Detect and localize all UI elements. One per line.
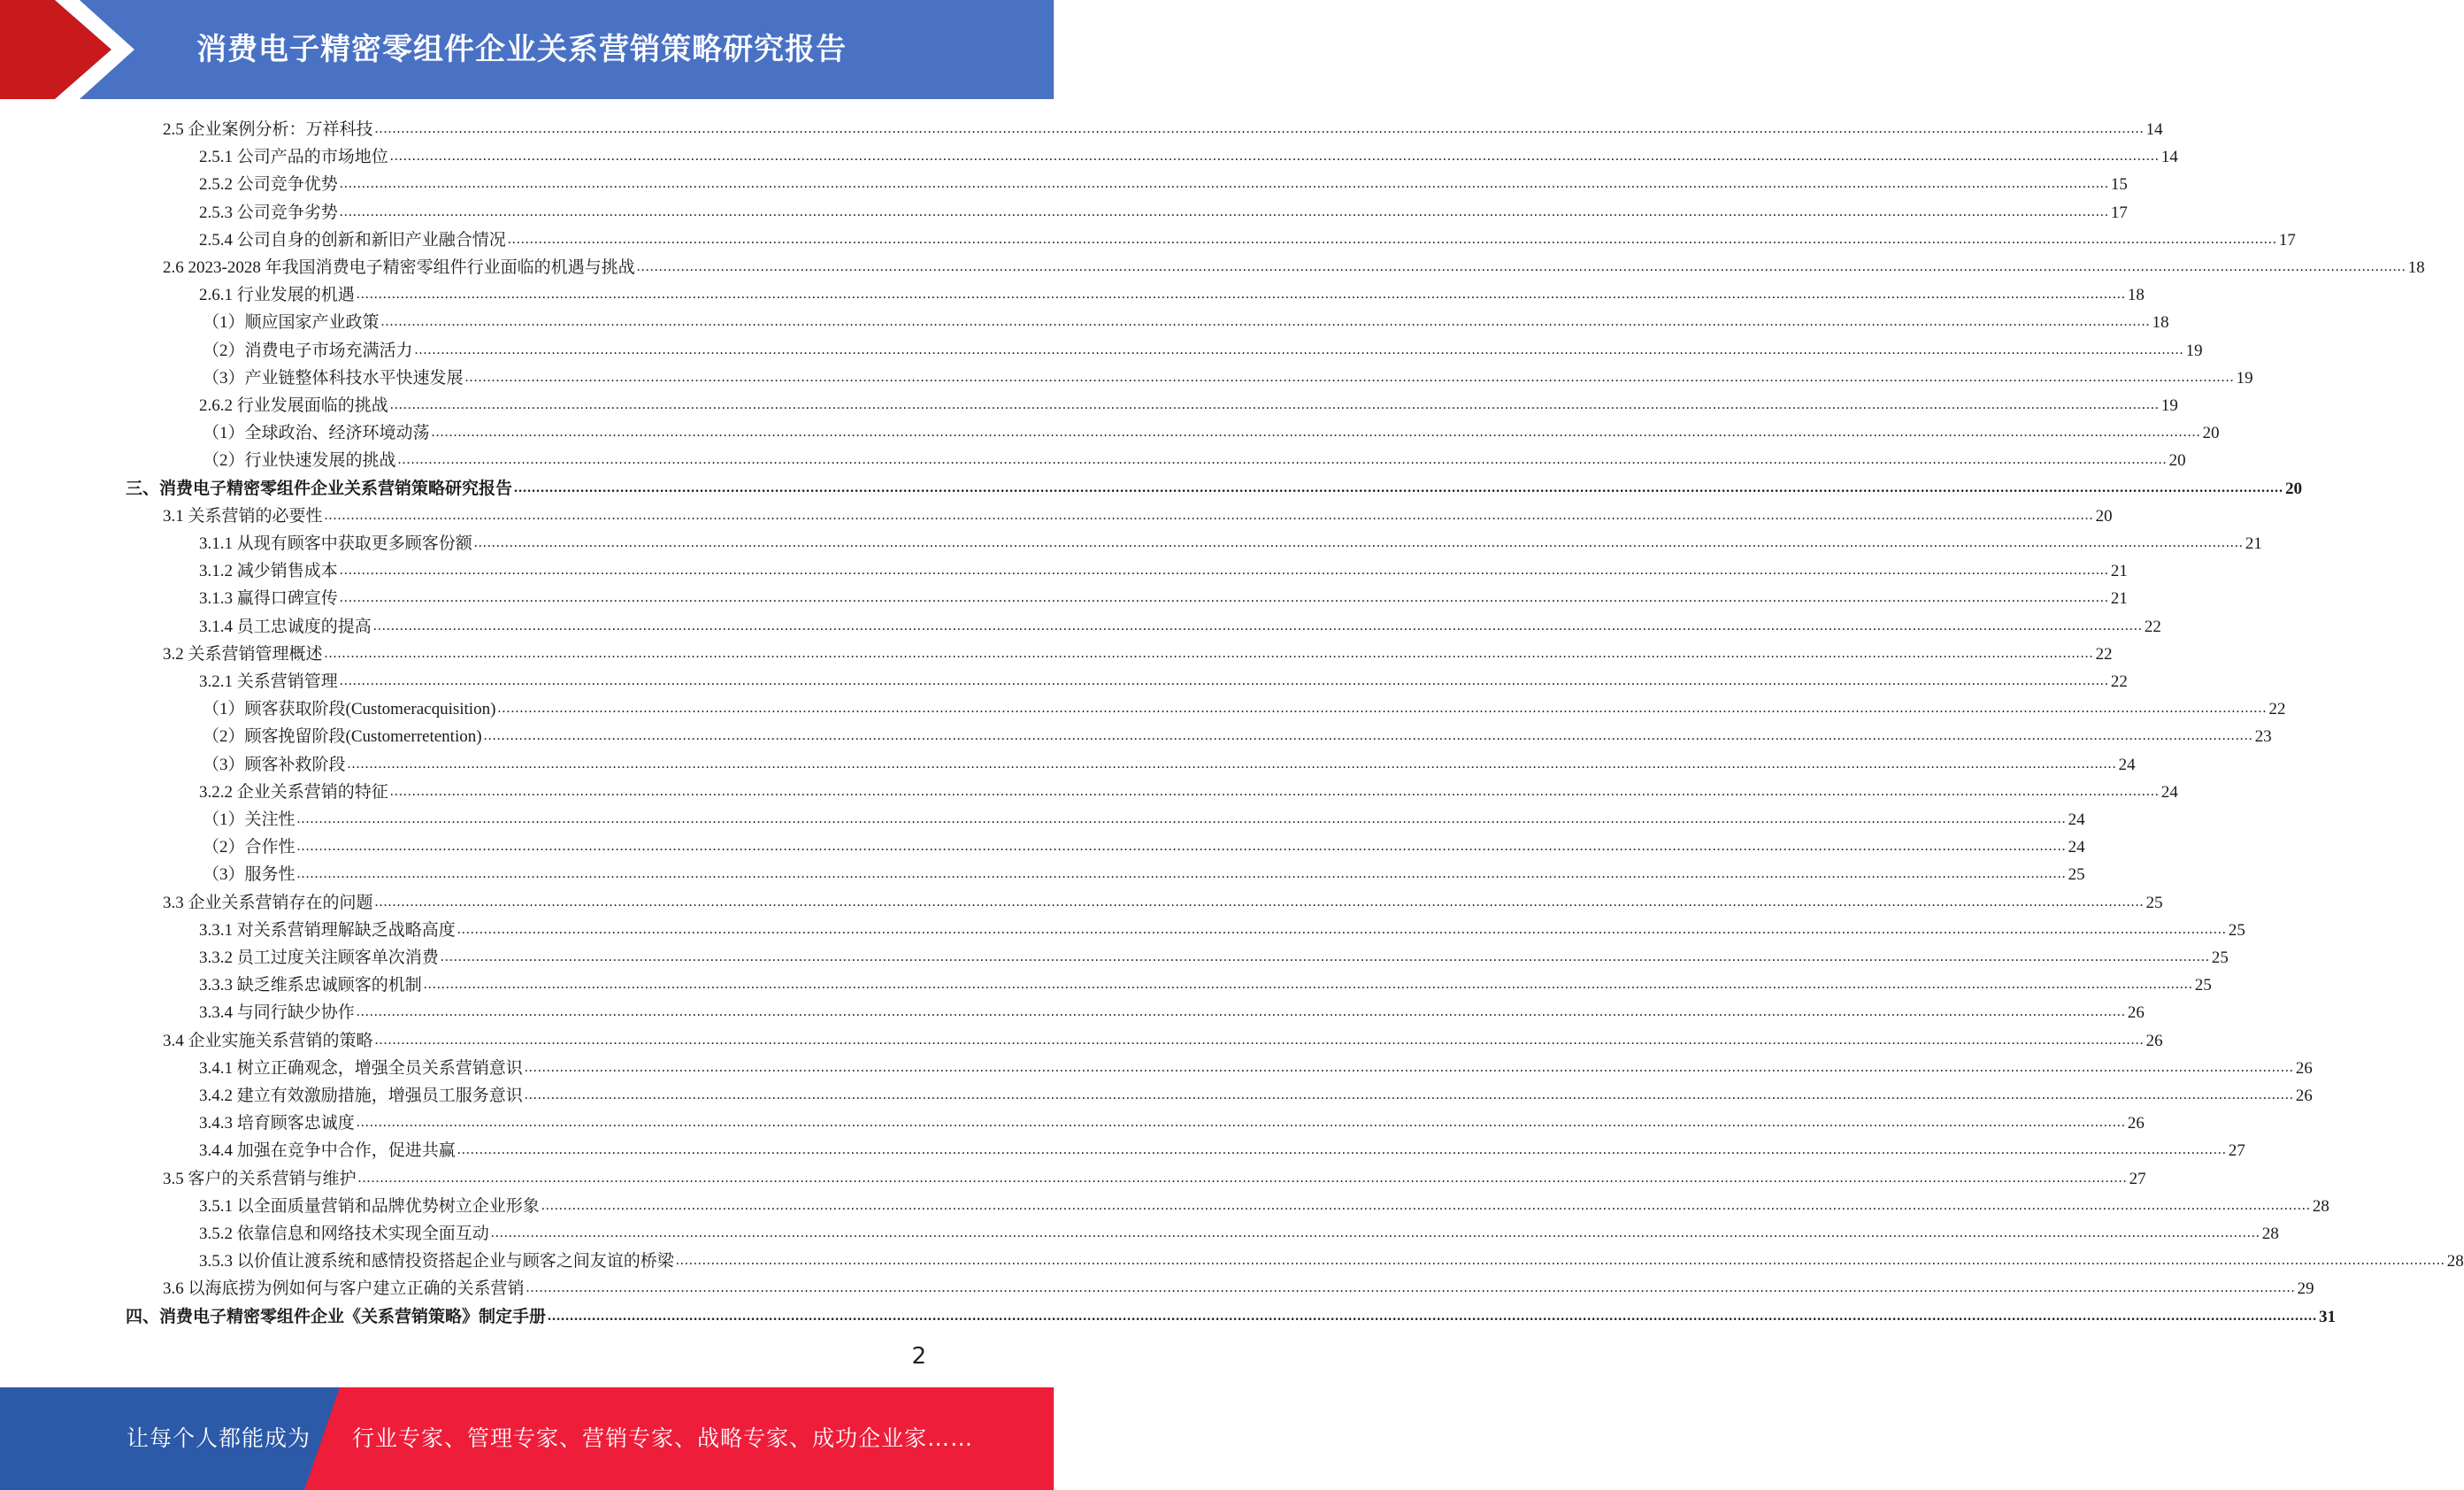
toc-entry-title: （3）顾客补救阶段 bbox=[203, 755, 346, 774]
toc-entry-title: 3.3 企业关系营销存在的问题 bbox=[163, 893, 373, 912]
toc-dot-leader: ................................................................................................................................................................................................................................................................................................................................................................................................................ bbox=[339, 590, 2109, 606]
toc-entry-title: 3.4.4 加强在竞争中合作，促进共赢 bbox=[199, 1141, 456, 1161]
toc-entry[interactable] bbox=[203, 305, 2169, 333]
toc-entry[interactable] bbox=[203, 334, 2203, 361]
toc-dot-leader: ................................................................................................................................................................................................................................................................................................................................................................................................................ bbox=[636, 259, 2406, 274]
toc-entry[interactable] bbox=[199, 968, 2212, 995]
toc-entry-title: 三、消费电子精密零组件企业关系营销策略研究报告 bbox=[126, 479, 513, 498]
report-title: 消费电子精密零组件企业关系营销策略研究报告 bbox=[196, 32, 847, 67]
toc-entry-page: 24 bbox=[2161, 782, 2178, 802]
toc-entry[interactable] bbox=[163, 637, 2113, 664]
toc-dot-leader: ................................................................................................................................................................................................................................................................................................................................................................................................................ bbox=[339, 673, 2109, 688]
toc-entry[interactable] bbox=[199, 995, 2145, 1023]
toc-dot-leader: ................................................................................................................................................................................................................................................................................................................................................................................................................ bbox=[457, 921, 2227, 937]
toc-entry-title: 3.4.2 建立有效激励措施，增强员工服务意识 bbox=[199, 1087, 523, 1105]
toc-entry-page: 22 bbox=[2110, 672, 2128, 691]
toc-entry-page: 17 bbox=[2110, 203, 2128, 222]
toc-dot-leader: ................................................................................................................................................................................................................................................................................................................................................................................................................ bbox=[356, 1115, 2126, 1131]
toc-entry-page: 20 bbox=[2095, 506, 2113, 526]
toc-entry-page: 18 bbox=[2127, 286, 2145, 305]
toc-entry-title: （2）行业快速发展的挑战 bbox=[203, 451, 396, 471]
toc-entry-title: 3.5 客户的关系营销与维护 bbox=[163, 1169, 357, 1188]
toc-entry-page: 19 bbox=[2236, 368, 2253, 388]
toc-entry-title: 2.5.4 公司自身的创新和新旧产业融合情况 bbox=[199, 230, 506, 250]
toc-entry[interactable] bbox=[199, 775, 2178, 803]
toc-entry-title: 3.3.4 与同行缺少协作 bbox=[199, 1003, 355, 1023]
toc-entry[interactable] bbox=[126, 472, 2303, 499]
toc-entry-page: 22 bbox=[2268, 700, 2286, 719]
toc-entry-page: 26 bbox=[2295, 1058, 2313, 1078]
toc-entry-title: 2.5 企业案例分析：万祥科技 bbox=[163, 120, 373, 139]
toc-entry[interactable] bbox=[199, 581, 2128, 609]
toc-entry-page: 19 bbox=[2185, 341, 2203, 360]
toc-entry[interactable] bbox=[163, 112, 2163, 140]
toc-entry-title: 3.6 以海底捞为例如何与客户建立正确的关系营销 bbox=[163, 1279, 525, 1299]
toc-entry[interactable] bbox=[203, 830, 2085, 857]
toc-entry-page: 25 bbox=[2068, 865, 2085, 885]
toc-dot-leader: ................................................................................................................................................................................................................................................................................................................................................................................................................ bbox=[296, 866, 2067, 882]
toc-dot-leader: ................................................................................................................................................................................................................................................................................................................................................................................................................ bbox=[548, 1308, 2318, 1324]
header-banner bbox=[0, 0, 1054, 99]
toc-dot-leader: ................................................................................................................................................................................................................................................................................................................................................................................................................ bbox=[356, 1004, 2126, 1020]
toc-entry-title: 2.6 2023-2028 年我国消费电子精密零组件行业面临的机遇与挑战 bbox=[163, 258, 635, 277]
toc-entry[interactable] bbox=[199, 196, 2128, 223]
toc-entry-title: 3.3.1 对关系营销理解缺乏战略高度 bbox=[199, 920, 456, 940]
toc-entry-title: （1）全球政治、经济环境动荡 bbox=[203, 424, 430, 443]
toc-dot-leader: ................................................................................................................................................................................................................................................................................................................................................................................................................ bbox=[431, 425, 2201, 441]
toc-entry-title: （3）产业链整体科技水平快速发展 bbox=[203, 368, 464, 388]
toc-dot-leader: ................................................................................................................................................................................................................................................................................................................................................................................................................ bbox=[356, 287, 2126, 303]
toc-dot-leader: ................................................................................................................................................................................................................................................................................................................................................................................................................ bbox=[524, 1087, 2294, 1102]
toc-entry[interactable] bbox=[199, 167, 2128, 195]
toc-entry-title: （2）顾客挽留阶段(Customerretention) bbox=[203, 727, 482, 747]
toc-entry[interactable] bbox=[199, 1106, 2145, 1133]
toc-entry-page: 14 bbox=[2145, 120, 2163, 139]
toc-entry-title: 3.1 关系营销的必要性 bbox=[163, 506, 323, 526]
toc-entry-page: 28 bbox=[2446, 1252, 2464, 1271]
page-number: 2 bbox=[911, 1343, 926, 1370]
toc-entry-page: 26 bbox=[2145, 1031, 2163, 1050]
toc-entry-title: 3.1.2 减少销售成本 bbox=[199, 562, 338, 581]
toc-entry[interactable] bbox=[203, 719, 2272, 747]
toc-entry-page: 24 bbox=[2118, 755, 2136, 774]
toc-dot-leader: ................................................................................................................................................................................................................................................................................................................................................................................................................ bbox=[389, 149, 2160, 165]
toc-entry[interactable] bbox=[199, 610, 2161, 637]
toc-entry-page: 21 bbox=[2110, 589, 2128, 609]
toc-entry-title: （1）顺应国家产业政策 bbox=[203, 313, 380, 333]
toc-dot-leader: ................................................................................................................................................................................................................................................................................................................................................................................................................ bbox=[296, 811, 2067, 826]
toc-entry[interactable] bbox=[199, 1133, 2245, 1161]
toc-dot-leader: ................................................................................................................................................................................................................................................................................................................................................................................................................ bbox=[440, 949, 2210, 964]
toc-dot-leader: ................................................................................................................................................................................................................................................................................................................................................................................................................ bbox=[357, 1170, 2128, 1186]
footer-banner bbox=[0, 1387, 1054, 1490]
toc-dot-leader: ................................................................................................................................................................................................................................................................................................................................................................................................................ bbox=[324, 507, 2094, 523]
toc-dot-leader: ................................................................................................................................................................................................................................................................................................................................................................................................................ bbox=[389, 783, 2160, 799]
toc-entry[interactable] bbox=[203, 692, 2286, 719]
toc-entry[interactable] bbox=[199, 1217, 2279, 1244]
toc-dot-leader: ................................................................................................................................................................................................................................................................................................................................................................................................................ bbox=[389, 397, 2160, 412]
toc-entry[interactable] bbox=[199, 223, 2296, 250]
toc-entry-title: 3.2.1 关系营销管理 bbox=[199, 672, 338, 691]
toc-entry-title: （2）消费电子市场充满活力 bbox=[203, 341, 413, 360]
toc-entry[interactable] bbox=[199, 140, 2178, 167]
toc-dot-leader: ................................................................................................................................................................................................................................................................................................................................................................................................................ bbox=[339, 176, 2109, 192]
toc-dot-leader: ................................................................................................................................................................................................................................................................................................................................................................................................................ bbox=[524, 1059, 2294, 1075]
toc-dot-leader: ................................................................................................................................................................................................................................................................................................................................................................................................................ bbox=[423, 977, 2193, 993]
toc-entry-title: 3.4.3 培育顾客忠诚度 bbox=[199, 1114, 355, 1133]
toc-dot-leader: ................................................................................................................................................................................................................................................................................................................................................................................................................ bbox=[514, 480, 2284, 495]
toc-entry[interactable] bbox=[163, 499, 2113, 526]
toc-entry-title: 3.3.2 员工过度关注顾客单次消费 bbox=[199, 949, 439, 967]
toc-entry[interactable] bbox=[203, 748, 2136, 775]
toc-entry[interactable] bbox=[163, 1024, 2163, 1051]
toc-entry-title: 2.6.2 行业发展面临的挑战 bbox=[199, 396, 388, 415]
toc-entry-page: 26 bbox=[2127, 1003, 2145, 1023]
toc-entry-title: 2.5.2 公司竞争优势 bbox=[199, 175, 338, 195]
toc-entry-page: 20 bbox=[2285, 479, 2303, 498]
footer-slogan-left: 让每个人都能成为 bbox=[127, 1425, 311, 1451]
toc-entry[interactable] bbox=[163, 250, 2425, 278]
toc-entry[interactable] bbox=[199, 278, 2145, 305]
toc-dot-leader: ................................................................................................................................................................................................................................................................................................................................................................................................................ bbox=[339, 204, 2109, 219]
toc-entry-page: 14 bbox=[2161, 148, 2178, 167]
toc-entry[interactable] bbox=[199, 1051, 2313, 1079]
toc-entry-page: 31 bbox=[2319, 1307, 2337, 1326]
toc-dot-leader: ................................................................................................................................................................................................................................................................................................................................................................................................................ bbox=[372, 618, 2143, 634]
toc-entry-page: 21 bbox=[2245, 534, 2262, 553]
toc-entry[interactable] bbox=[163, 886, 2163, 913]
toc-dot-leader: ................................................................................................................................................................................................................................................................................................................................................................................................................ bbox=[324, 645, 2094, 661]
toc-entry-page: 24 bbox=[2068, 810, 2085, 829]
toc-entry-page: 29 bbox=[2297, 1279, 2314, 1299]
toc-entry[interactable] bbox=[199, 1244, 2464, 1271]
toc-entry[interactable] bbox=[126, 1300, 2337, 1327]
toc-entry[interactable] bbox=[199, 554, 2128, 581]
toc-entry-title: （3）服务性 bbox=[203, 865, 296, 885]
toc-entry-title: （2）合作性 bbox=[203, 838, 296, 857]
toc-entry[interactable] bbox=[203, 361, 2253, 388]
toc-entry-page: 22 bbox=[2095, 644, 2113, 664]
toc-entry-title: 3.5.1 以全面质量营销和品牌优势树立企业形象 bbox=[199, 1196, 540, 1216]
toc-entry-page: 21 bbox=[2110, 562, 2128, 581]
toc-entry-title: 3.2.2 企业关系营销的特征 bbox=[199, 782, 388, 802]
toc-entry[interactable] bbox=[199, 1079, 2313, 1106]
toc-dot-leader: ................................................................................................................................................................................................................................................................................................................................................................................................................ bbox=[483, 728, 2253, 744]
toc-dot-leader: ................................................................................................................................................................................................................................................................................................................................................................................................................ bbox=[675, 1253, 2445, 1269]
toc-entry-page: 28 bbox=[2312, 1196, 2330, 1216]
toc-dot-leader: ................................................................................................................................................................................................................................................................................................................................................................................................................ bbox=[380, 314, 2151, 330]
toc-entry[interactable] bbox=[163, 1162, 2146, 1189]
toc-entry[interactable] bbox=[203, 416, 2220, 443]
toc-entry[interactable] bbox=[203, 803, 2085, 830]
toc-entry[interactable] bbox=[199, 913, 2245, 941]
toc-entry-page: 20 bbox=[2202, 424, 2220, 443]
toc-entry[interactable] bbox=[199, 526, 2262, 554]
toc-dot-leader: ................................................................................................................................................................................................................................................................................................................................................................................................................ bbox=[473, 535, 2244, 550]
toc-entry-page: 24 bbox=[2068, 838, 2085, 857]
toc-dot-leader: ................................................................................................................................................................................................................................................................................................................................................................................................................ bbox=[339, 563, 2109, 579]
toc-entry-page: 28 bbox=[2261, 1225, 2279, 1243]
toc-entry-title: 2.5.3 公司竞争劣势 bbox=[199, 203, 338, 222]
toc-entry-page: 27 bbox=[2129, 1169, 2146, 1188]
toc-dot-leader: ................................................................................................................................................................................................................................................................................................................................................................................................................ bbox=[374, 121, 2145, 136]
toc-dot-leader: ................................................................................................................................................................................................................................................................................................................................................................................................................ bbox=[507, 231, 2277, 247]
toc-entry-page: 26 bbox=[2295, 1087, 2313, 1105]
toc-entry-page: 17 bbox=[2278, 230, 2296, 250]
toc-entry-page: 25 bbox=[2211, 949, 2229, 967]
toc-entry-title: 3.1.1 从现有顾客中获取更多顾客份额 bbox=[199, 534, 472, 553]
toc-entry-page: 25 bbox=[2145, 893, 2163, 912]
toc-dot-leader: ................................................................................................................................................................................................................................................................................................................................................................................................................ bbox=[397, 452, 2168, 468]
toc-dot-leader: ................................................................................................................................................................................................................................................................................................................................................................................................................ bbox=[374, 1032, 2145, 1048]
toc-dot-leader: ................................................................................................................................................................................................................................................................................................................................................................................................................ bbox=[497, 701, 2268, 717]
toc-dot-leader: ................................................................................................................................................................................................................................................................................................................................................................................................................ bbox=[414, 342, 2184, 357]
toc-entry-title: 3.5.3 以价值让渡系统和感情投资搭起企业与顾客之间友谊的桥梁 bbox=[199, 1252, 674, 1271]
toc-entry-page: 25 bbox=[2194, 976, 2212, 995]
toc-entry-title: 3.1.3 赢得口碑宣传 bbox=[199, 589, 338, 609]
toc-entry-title: 3.4 企业实施关系营销的策略 bbox=[163, 1031, 373, 1050]
toc-entry-page: 26 bbox=[2127, 1114, 2145, 1133]
toc-entry-page: 22 bbox=[2144, 617, 2161, 636]
toc-entry-title: 3.3.3 缺乏维系忠诚顾客的机制 bbox=[199, 976, 422, 995]
toc-entry-page: 20 bbox=[2168, 451, 2186, 471]
toc-entry-page: 19 bbox=[2161, 396, 2178, 415]
toc-dot-leader: ................................................................................................................................................................................................................................................................................................................................................................................................................ bbox=[374, 894, 2145, 910]
toc-dot-leader: ................................................................................................................................................................................................................................................................................................................................................................................................................ bbox=[457, 1142, 2227, 1158]
toc-entry-page: 25 bbox=[2228, 920, 2245, 940]
toc-dot-leader: ................................................................................................................................................................................................................................................................................................................................................................................................................ bbox=[541, 1197, 2311, 1213]
toc-entry-page: 18 bbox=[2152, 313, 2169, 333]
toc-entry[interactable] bbox=[199, 941, 2229, 968]
toc-entry-title: 3.4.1 树立正确观念，增强全员关系营销意识 bbox=[199, 1058, 523, 1078]
toc-entry-page: 18 bbox=[2407, 258, 2425, 277]
toc-dot-leader: ................................................................................................................................................................................................................................................................................................................................................................................................................ bbox=[296, 839, 2067, 855]
toc-entry-title: 四、消费电子精密零组件企业《关系营销策略》制定手册 bbox=[126, 1307, 547, 1326]
toc-dot-leader: ................................................................................................................................................................................................................................................................................................................................................................................................................ bbox=[490, 1225, 2261, 1240]
toc-dot-leader: ................................................................................................................................................................................................................................................................................................................................................................................................................ bbox=[464, 369, 2235, 385]
toc-entry[interactable] bbox=[163, 1271, 2314, 1299]
toc-entry[interactable] bbox=[203, 443, 2186, 471]
toc-entry-title: 3.5.2 依靠信息和网络技术实现全面互动 bbox=[199, 1225, 489, 1243]
toc-entry-title: 3.2 关系营销管理概述 bbox=[163, 644, 323, 664]
toc-entry-title: （1）关注性 bbox=[203, 810, 296, 829]
toc-dot-leader: ................................................................................................................................................................................................................................................................................................................................................................................................................ bbox=[347, 756, 2117, 772]
toc-entry-title: 3.1.4 员工忠诚度的提高 bbox=[199, 617, 372, 636]
toc-entry-title: 2.5.1 公司产品的市场地位 bbox=[199, 148, 388, 167]
footer-slogan-right: 行业专家、管理专家、营销专家、战略专家、成功企业家…… bbox=[352, 1425, 974, 1451]
toc-entry[interactable] bbox=[199, 1189, 2330, 1217]
toc-entry[interactable] bbox=[203, 857, 2085, 885]
toc-entry-page: 23 bbox=[2254, 727, 2272, 747]
toc-dot-leader: ................................................................................................................................................................................................................................................................................................................................................................................................................ bbox=[526, 1280, 2296, 1296]
toc-entry[interactable] bbox=[199, 664, 2128, 692]
toc-entry-title: 2.6.1 行业发展的机遇 bbox=[199, 286, 355, 305]
toc-entry-title: （1）顾客获取阶段(Customeracquisition) bbox=[203, 700, 496, 719]
toc-entry[interactable] bbox=[199, 388, 2178, 416]
toc-entry-page: 27 bbox=[2228, 1141, 2245, 1161]
toc-entry-page: 15 bbox=[2110, 175, 2128, 195]
